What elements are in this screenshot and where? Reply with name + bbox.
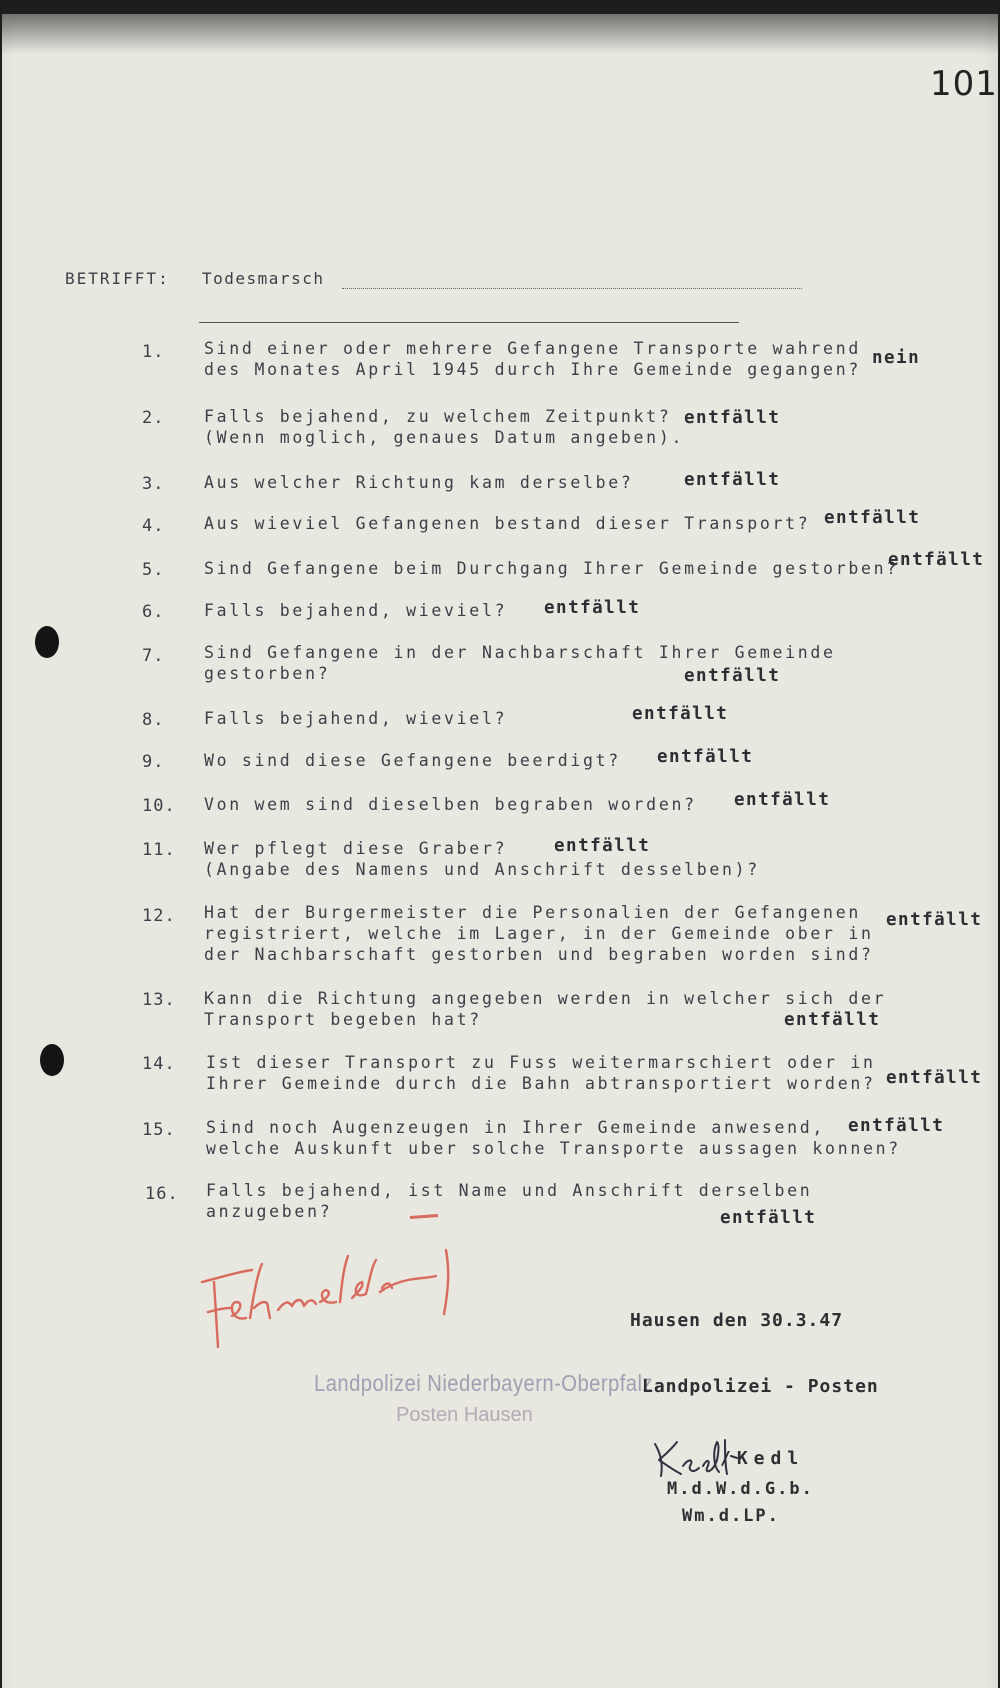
question-number: 14. [142,1054,176,1074]
question-text: Falls bejahend, wieviel? [204,709,508,728]
question-text: Aus welcher Richtung kam derselbe? [204,473,634,492]
office-name: Landpolizei - Posten [642,1376,879,1397]
question-number: 3. [142,474,165,494]
question-text: Falls bejahend, zu welchem Zeitpunkt? (Wenn moglich, genaues Datum angeben). [204,407,685,447]
scan-edge-shadow [2,14,998,54]
question-text: Wer pflegt diese Graber? (Angabe des Namens und Anschrift desselben)? [204,839,760,879]
question-number: 4. [142,516,165,536]
question-answer: entfällt [657,747,754,767]
question-number: 1. [142,342,165,362]
question-answer: entfällt [886,910,983,930]
punch-hole [40,1044,64,1076]
signature-rank-line-2: Wm.d.LP. [682,1506,780,1526]
question-number: 2. [142,408,165,428]
stamp-line-1: Landpolizei Niederbayern-Oberpfalz [314,1370,653,1396]
question-text: Sind einer oder mehrere Gefangene Transporte wahrend des Monates April 1945 durch Ihre Gemeinde gegangen? [204,339,861,379]
question-text: Sind Gefangene in der Nachbarschaft Ihrer Gemeinde gestorben? [204,643,836,683]
page-number: 101 [930,64,998,104]
question-number: 13. [142,990,176,1010]
subject-dotted-line [342,288,802,289]
question-answer: entfällt [544,598,641,618]
question-text: Falls bejahend, ist Name und Anschrift derselben anzugeben? [206,1181,813,1221]
handwritten-note [192,1227,482,1352]
signature-rank-line-1: M.d.W.d.G.b. [667,1479,814,1499]
question-answer: entfällt [684,470,781,490]
question-number: 11. [142,840,176,860]
question-answer: entfällt [848,1116,945,1136]
question-number: 10. [142,796,176,816]
question-text: Aus wieviel Gefangenen bestand dieser Transport? [204,514,811,533]
handwritten-note-text: Fehlmeldung [192,1227,298,1246]
question-number: 9. [142,752,165,772]
question-number: 6. [142,602,165,622]
question-answer: entfällt [784,1010,881,1030]
question-number: 12. [142,906,176,926]
punch-hole [35,626,59,658]
question-answer: entfällt [888,550,985,570]
signature-typed-name: /Kedl [720,1448,805,1469]
question-answer: entfällt [684,408,781,428]
question-text: Sind Gefangene beim Durchgang Ihrer Gemeinde gestorben? [204,559,899,578]
question-number: 16. [145,1184,179,1204]
question-answer: entfällt [734,790,831,810]
question-text: Von wem sind dieselben begraben worden? [204,795,697,814]
question-text: Kann die Richtung angegeben werden in welcher sich der Transport begeben hat? [204,989,887,1029]
question-text: Wo sind diese Gefangene beerdigt? [204,751,621,770]
question-text: Sind noch Augenzeugen in Ihrer Gemeinde anwesend, welche Auskunft uber solche Transporte aussagen konnen? [206,1118,901,1158]
subject-label: BETRIFFT: [65,269,170,288]
stamp-line-2: Posten Hausen [396,1404,533,1426]
place-date: Hausen den 30.3.47 [630,1310,844,1331]
question-answer: nein [872,348,921,368]
question-answer: entfällt [720,1208,817,1228]
question-number: 8. [142,710,165,730]
question-text: Falls bejahend, wieviel? [204,601,508,620]
question-answer: entfällt [886,1068,983,1088]
header-rule [199,322,739,323]
question-text: Hat der Burgermeister die Personalien der Gefangenen registriert, welche im Lager, in der Gemeinde ober in der Nachbarschaft gestorben und begraben worden sind? [204,903,874,964]
document-page [2,14,998,1688]
question-number: 5. [142,560,165,580]
question-answer: entfällt [554,836,651,856]
subject-value: Todesmarsch [202,269,325,288]
question-answer: entfällt [824,508,921,528]
signature-text: Kedl [647,1421,686,1440]
question-number: 7. [142,646,165,666]
question-answer: entfällt [684,666,781,686]
question-number: 15. [142,1120,176,1140]
question-text: Ist dieser Transport zu Fuss weitermarschiert oder in Ihrer Gemeinde durch die Bahn abtransportiert worden? [206,1053,876,1093]
question-answer: entfällt [632,704,729,724]
